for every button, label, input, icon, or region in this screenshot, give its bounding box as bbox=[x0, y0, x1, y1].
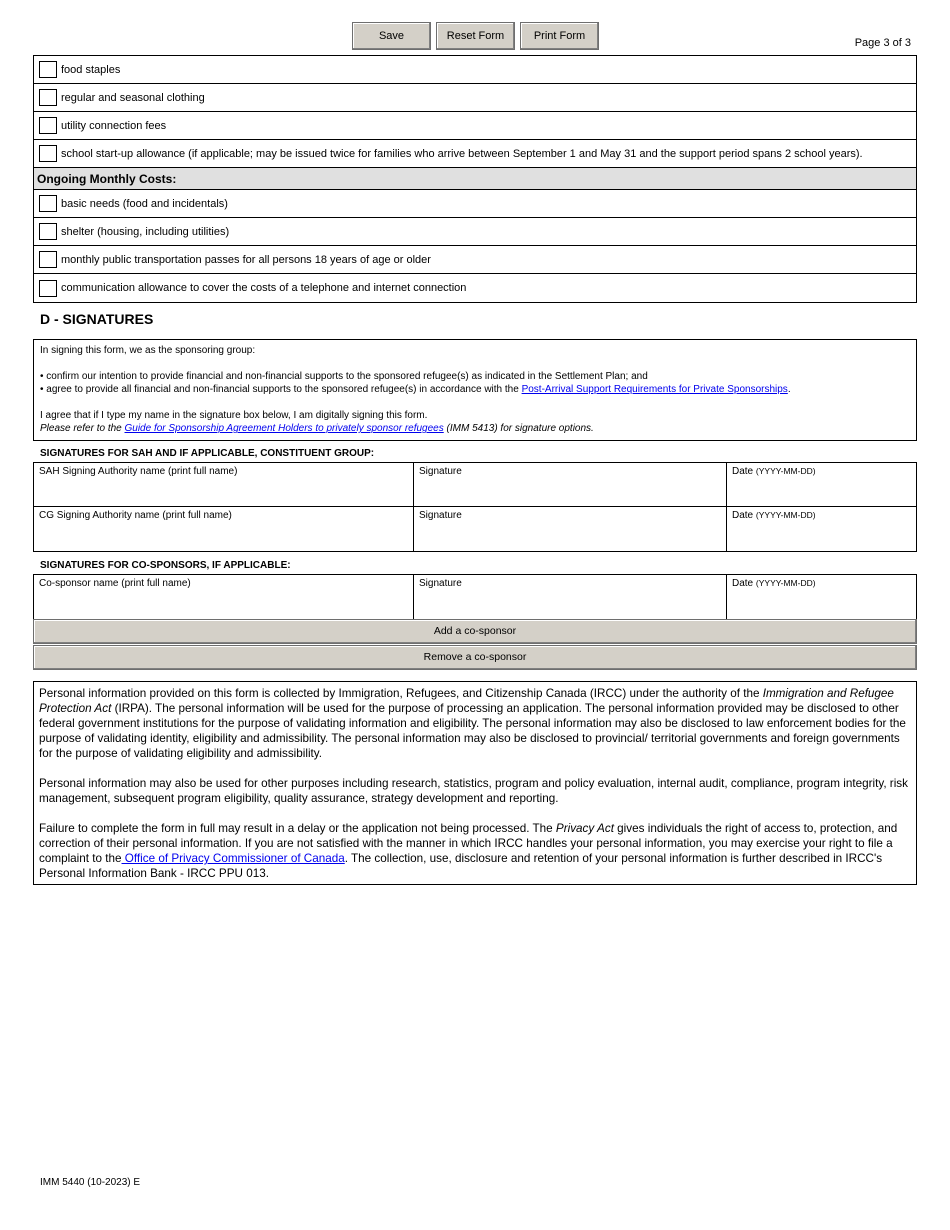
declaration-intro: In signing this form, we as the sponsoring group: bbox=[40, 345, 256, 356]
cosponsor-name-field[interactable]: Co-sponsor name (print full name) bbox=[34, 575, 414, 619]
form-number: IMM 5440 (10-2023) E bbox=[40, 1177, 141, 1188]
declaration-bullet-2: • agree to provide all financial and non-financial supports to the sponsored refugee(s) in accordance with the Post-Arrival Support Requirements for Private Sponsorships. bbox=[40, 384, 791, 395]
checklist-label: monthly public transportation passes for all persons 18 years of age or older bbox=[61, 253, 431, 266]
privacy-paragraph-1: Personal information provided on this form is collected by Immigration, Refugees, and Citizenship Canada (IRCC) under the authority of the Immigration and Refugee Protection Act (IRPA). The personal information will be used for the purpose of processing an application. The personal information provided may be disclosed to other federal government institutions for the purpose of validating information and eligibility. The personal information may also be disclosed to law enforcement bodies for the purpose of validating identity, eligibility and admissibility. The personal information may also be disclosed to provincial/ territorial governments and foreign governments for the purpose of validating eligibility and admissibility. bbox=[39, 687, 906, 760]
cg-date-field[interactable]: Date (YYYY-MM-DD) bbox=[732, 510, 816, 521]
checklist-row bbox=[34, 246, 916, 274]
checklist-row bbox=[34, 218, 916, 246]
cg-name-field[interactable]: CG Signing Authority name (print full name) bbox=[34, 507, 414, 551]
privacy-paragraph-3: Failure to complete the form in full may result in a delay or the application not being processed. The Privacy Act gives individuals the right of access to, protection, and correction of their personal information. If you are not satisfied with the manner in which IRCC handles your personal information, you may exercise your right to file a complaint to the Office of Privacy Commissioner of Canada. The collection, use, disclosure and retention of your personal information is further described in IRCC's Personal Information Bank - IRCC PPU 013. bbox=[39, 822, 898, 880]
checklist-label: shelter (housing, including utilities) bbox=[61, 225, 230, 238]
school-allowance-checkbox[interactable] bbox=[39, 145, 57, 162]
checklist-row bbox=[34, 112, 916, 140]
cosponsor-date-field[interactable]: Date (YYYY-MM-DD) bbox=[732, 578, 816, 589]
form-toolbar bbox=[352, 22, 604, 50]
save-button[interactable]: Save bbox=[352, 22, 431, 50]
communication-allowance-checkbox[interactable] bbox=[39, 280, 57, 297]
privacy-notice bbox=[33, 681, 917, 885]
checklist-row bbox=[34, 274, 916, 302]
sponsorship-guide-link[interactable]: Guide for Sponsorship Agreement Holders to privately sponsor refugees bbox=[124, 423, 444, 434]
privacy-commissioner-link[interactable]: Office of Privacy Commissioner of Canada bbox=[121, 852, 345, 865]
checklist-label: utility connection fees bbox=[61, 119, 167, 132]
add-cosponsor-button[interactable]: Add a co-sponsor bbox=[33, 619, 917, 644]
ongoing-monthly-costs-header: Ongoing Monthly Costs: bbox=[34, 168, 916, 190]
section-d-title: D - SIGNATURES bbox=[40, 311, 154, 327]
checklist-label: basic needs (food and incidentals) bbox=[61, 197, 228, 210]
signature-options-note: Please refer to the Guide for Sponsorship Agreement Holders to privately sponsor refugees (IMM 5413) for signature options. bbox=[40, 423, 594, 434]
checklist-row bbox=[34, 84, 916, 112]
cosponsor-signature-row bbox=[34, 575, 916, 619]
sah-signatures-label: SIGNATURES FOR SAH AND IF APPLICABLE, CONSTITUENT GROUP: bbox=[40, 448, 375, 459]
clothing-checkbox[interactable] bbox=[39, 89, 57, 106]
cg-signature-field[interactable]: Signature bbox=[414, 507, 727, 551]
basic-needs-checkbox[interactable] bbox=[39, 195, 57, 212]
remove-cosponsor-button[interactable]: Remove a co-sponsor bbox=[33, 645, 917, 670]
checklist-label: food staples bbox=[61, 63, 121, 76]
cosponsor-signatures-table bbox=[33, 574, 917, 620]
post-arrival-support-link[interactable]: Post-Arrival Support Requirements for Private Sponsorships bbox=[521, 384, 788, 395]
sah-date-field[interactable]: Date (YYYY-MM-DD) bbox=[732, 466, 816, 477]
checklist-label: communication allowance to cover the costs of a telephone and internet connection bbox=[61, 282, 467, 294]
shelter-checkbox[interactable] bbox=[39, 223, 57, 240]
privacy-paragraph-2: Personal information may also be used for other purposes including research, statistics, program and policy evaluation, internal audit, compliance, program integrity, risk management, subsequent program eligibility, quality assurance, strategy development and reporting. bbox=[39, 777, 908, 805]
costs-checklist bbox=[33, 55, 917, 303]
reset-form-button[interactable]: Reset Form bbox=[436, 22, 515, 50]
checklist-row bbox=[34, 140, 916, 168]
cg-signature-row bbox=[34, 507, 916, 551]
utility-fees-checkbox[interactable] bbox=[39, 117, 57, 134]
checklist-row bbox=[34, 56, 916, 84]
cosponsor-signatures-label: SIGNATURES FOR CO-SPONSORS, IF APPLICABLE: bbox=[40, 560, 291, 571]
sah-signatures-table bbox=[33, 462, 917, 552]
food-staples-checkbox[interactable] bbox=[39, 61, 57, 78]
checklist-label: school start-up allowance (if applicable; may be issued twice for families who arrive between September 1 and May 31 and the support period spans 2 school years). bbox=[61, 147, 863, 160]
sah-signature-row bbox=[34, 463, 916, 507]
page-number: Page 3 of 3 bbox=[854, 37, 911, 49]
declaration-box bbox=[33, 339, 917, 441]
sah-name-field[interactable]: SAH Signing Authority name (print full name) bbox=[34, 463, 414, 506]
digital-signing-agreement: I agree that if I type my name in the signature box below, I am digitally signing this form. bbox=[40, 410, 428, 421]
checklist-row bbox=[34, 190, 916, 218]
declaration-bullet-1: • confirm our intention to provide financial and non-financial supports to the sponsored refugee(s) as indicated in the Settlement Plan; and bbox=[40, 371, 648, 382]
print-form-button[interactable]: Print Form bbox=[520, 22, 599, 50]
cosponsor-signature-field[interactable]: Signature bbox=[414, 575, 727, 619]
checklist-label: regular and seasonal clothing bbox=[61, 91, 205, 104]
sah-signature-field[interactable]: Signature bbox=[414, 463, 727, 506]
transit-passes-checkbox[interactable] bbox=[39, 251, 57, 268]
